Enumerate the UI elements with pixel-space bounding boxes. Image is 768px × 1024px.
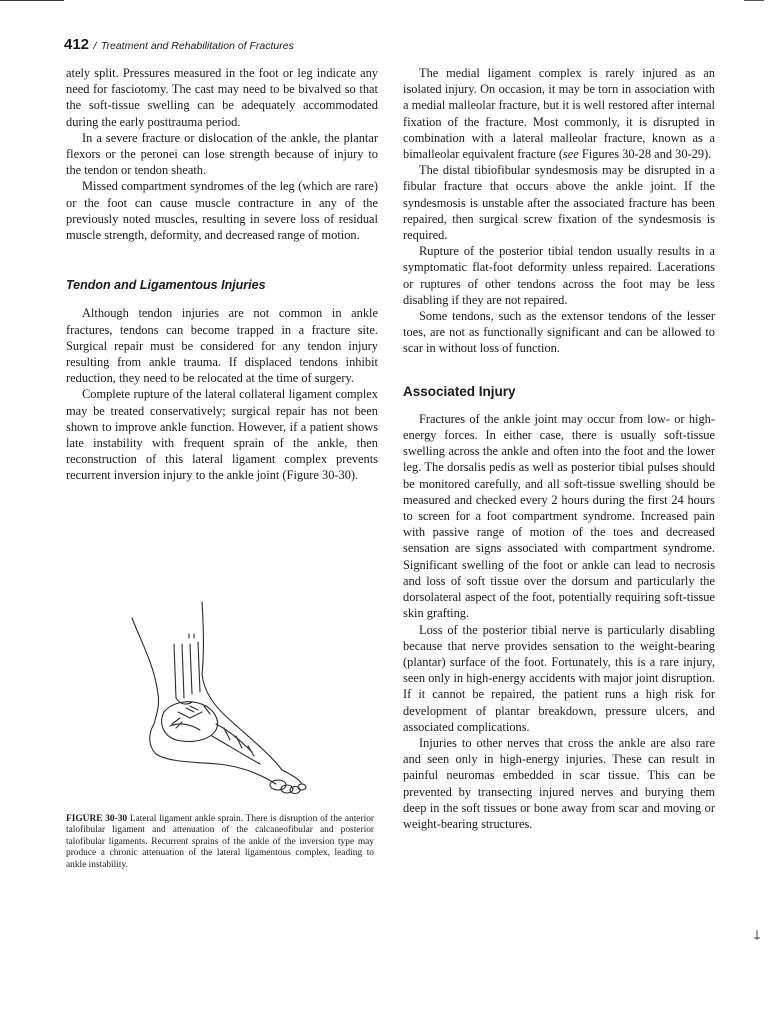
top-rule-right <box>744 0 764 1</box>
paragraph: Injuries to other nerves that cross the ankle are also rare and seen only in high-energy injuries. These can result in painful neuromas embedded in scar tissue. This can be prevented by transecting injured nerves and burying them deep in the soft tissues or bone away from scar and moving or weight-bearing structures. <box>403 735 715 831</box>
top-rule-left <box>0 0 64 1</box>
section-heading: Tendon and Ligamentous Injuries <box>66 278 266 293</box>
running-title: Treatment and Rehabilitation of Fractures <box>100 40 294 52</box>
paragraph: Fractures of the ankle joint may occur from low- or high-energy forces. In either case, there is usually soft-tissue swelling across the ankle and often into the foot and the lower leg. The dorsalis pedis as well as posterior tibial pulses should be monitored carefully, and all soft-tissue swelling should be measured and checked every 2 hours during the first 24 hours to screen for a foot compartment syndrome. Increased pain with passive range of motion of the toes and decreased sensation are signs associated with compartment syndrome. Significant swelling of the foot or ankle can lead to necrosis and loss of soft tissue over the dorsum and particularly the dorsolateral aspect of the foot, potentially requiring soft-tissue skin grafting. <box>403 411 715 621</box>
paragraph: The distal tibiofibular syndesmosis may be disrupted in a fibular fracture that occurs above the ankle joint. If the syndesmosis is unstable after the associated fracture has been repaired, then surgical screw fixation of the syndesmosis is required. <box>403 163 715 243</box>
figure-caption <box>66 814 374 871</box>
paragraph-text: Figures 30-28 and 30-29). <box>578 147 712 162</box>
paragraph: Although tendon injuries are not common in ankle fractures, tendons can become trapped in a fracture site. Surgical repair must be considered for any tendon injury resulting from ankle trauma. If displaced tendons inhibit reduction, they need to be relocated at the time of surgery. <box>66 306 378 386</box>
running-header <box>64 36 704 54</box>
paragraph: In a severe fracture or dislocation of the ankle, the plantar flexors or the peronei can lose strength because of injury to the tendon or tendon sheath. <box>66 130 378 178</box>
paragraph-text: The medial ligament complex is rarely injured as an isolated injury. On occasion, it may be torn in association with a medial malleolar fracture, but it is well restored after internal fixation of the fracture. Most commonly, it is disrupted in combination with a lateral malleolar fracture, known as a bimalleolar equivalent fracture ( <box>403 66 715 162</box>
paragraph <box>403 65 715 162</box>
right-column <box>403 65 715 832</box>
paragraph: Rupture of the posterior tibial tendon usually results in a symptomatic flat-foot deformity unless repaired. Lacerations or ruptures of other tendons across the foot may be less disabling if they are not repaired. <box>403 244 715 307</box>
paragraph: Loss of the posterior tibial nerve is particularly disabling because that nerve provides sensation to the weight-bearing (plantar) surface of the foot. Fortunately, this is a rare injury, seen only in high-energy accidents with major joint disruption. If it cannot be repaired, the patient runs a high risk for development of plantar breakdown, pressure ulcers, and associated complications. <box>403 622 715 734</box>
header-separator: / <box>93 40 97 52</box>
figure-label: FIGURE 30-30 <box>66 814 128 824</box>
paragraph: Complete rupture of the lateral collateral ligament complex may be treated conservatively; surgical repair has not been shown to improve ankle function. However, if a patient shows late instability with frequent sprain of the ankle, then reconstruction of this lateral ligament complex prevents recurrent inversion injury to the ankle joint (Figure 30-30). <box>66 387 378 483</box>
paragraph: Missed compartment syndromes of the leg (which are rare) or the foot can cause muscle contracture in any of the previously noted muscles, resulting in severe loss of residual muscle strength, deformity, and decreased range of motion. <box>66 179 378 243</box>
page-edge-mark <box>754 930 760 940</box>
ankle-ligament-illustration <box>120 594 320 809</box>
left-column <box>66 65 378 484</box>
paragraph: Some tendons, such as the extensor tendons of the lesser toes, are not as functionally significant and can be allowed to scar in without loss of function. <box>403 309 715 356</box>
page-number: 412 <box>64 36 90 53</box>
paragraph: ately split. Pressures measured in the foot or leg indicate any need for fasciotomy. The cast may need to be bivalved so that the soft-tissue swelling can be adequately accommodated during the early posttrauma period. <box>66 66 378 129</box>
caption-text: Lateral ligament ankle sprain. There is disruption of the anterior talofibular ligament and attenuation of the calcaneofibular and posterior talofibular ligaments. Recurrent sprains of the ankle of the inversion type may produce a chronic attenuation of the lateral ligamentous complex, leading to ankle instability. <box>66 814 375 870</box>
see-reference: see <box>562 147 579 162</box>
section-heading: Associated Injury <box>403 383 516 399</box>
